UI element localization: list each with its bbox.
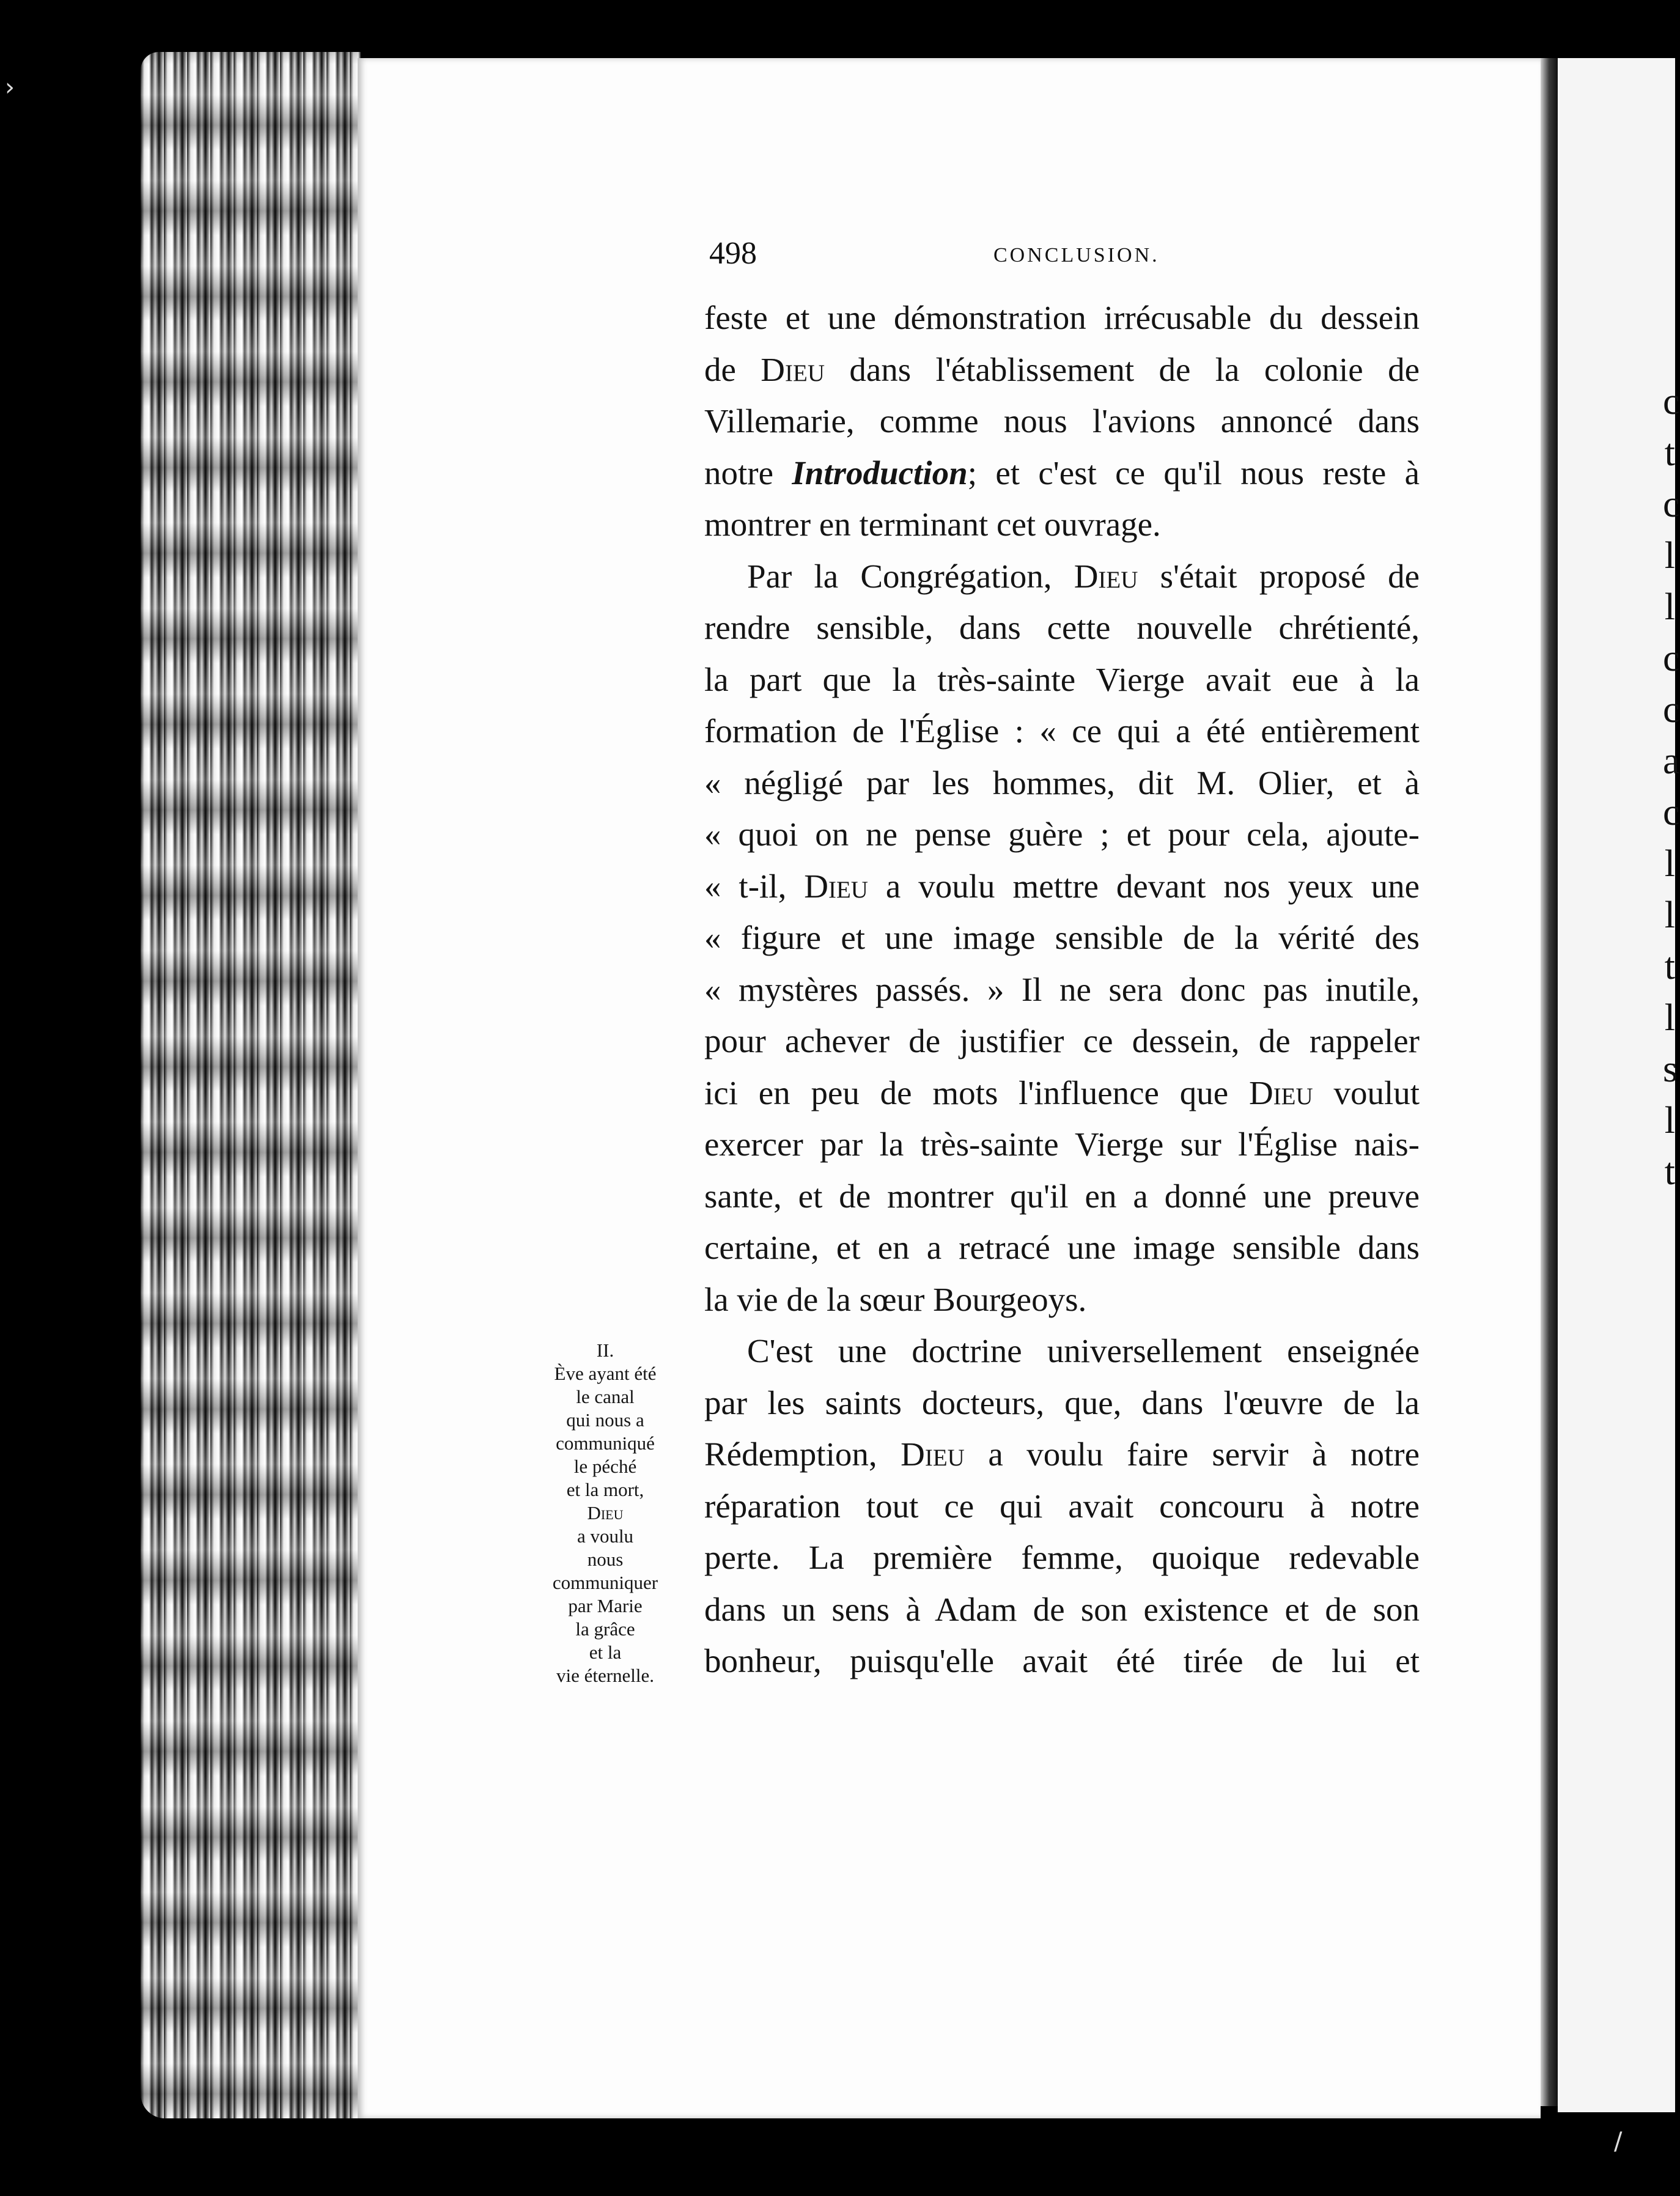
text-line: C'est une doctrine universellement enseignée [747,1332,1420,1369]
page-number: 498 [709,236,757,271]
text-line: « figure et une image sensible de la vérité des [704,919,1420,956]
margin-note-line: nous [587,1549,624,1570]
scan-speck: / [1614,2128,1623,2156]
margin-note-line: communiquer [552,1572,658,1593]
text-line: Par la Congrégation, Dieu s'était proposé de [747,557,1420,595]
text-line: feste et une démonstration irrécusable du dessein [704,299,1420,336]
text-line: ici en peu de mots l'influence que Dieu voulut [704,1074,1420,1111]
margin-note-line: le péché [573,1456,637,1477]
text-line: Rédemption, Dieu a voulu faire servir à notre [704,1435,1420,1473]
text-line: notre Introduction; et c'est ce qu'il nous reste à [704,454,1420,492]
page-header [709,235,1418,278]
margin-note-line: le canal [576,1386,635,1407]
margin-note-line: par Marie [568,1595,643,1616]
text-line: montrer en terminant cet ouvrage. [704,506,1161,543]
text-line: bonheur, puisqu'elle avait été tirée de lui et [704,1642,1420,1679]
book-gutter [1541,58,1558,2106]
facing-page [1558,58,1680,2112]
running-title: CONCLUSION. [993,244,1160,267]
body-text [704,292,1420,1687]
margin-note-line: II. [596,1339,614,1361]
book-page-edges [141,52,361,2118]
margin-note-line: Dieu a voulu [577,1502,634,1547]
margin-note-line: communiqué [556,1432,655,1454]
margin-note-line: la grâce [575,1618,635,1640]
text-line: réparation tout ce qui avait concouru à notre [704,1487,1420,1525]
text-line: sante, et de montrer qu'il en a donné une preuve [704,1177,1420,1215]
text-line: formation de l'Église : « ce qui a été entièrement [704,712,1420,750]
text-line: « t-il, Dieu a voulu mettre devant nos yeux une [704,867,1420,905]
text-line: dans un sens à Adam de son existence et de son [704,1590,1420,1628]
margin-note [523,1339,688,1687]
margin-note-line: et la [589,1641,622,1663]
text-line: Villemarie, comme nous l'avions annoncé dans [704,402,1420,440]
text-line: la vie de la sœur Bourgeoys. [704,1280,1087,1318]
text-line: perte. La première femme, quoique redevable [704,1539,1420,1576]
text-line: pour achever de justifier ce dessein, de rappeler [704,1022,1420,1059]
text-line: « quoi on ne pense guère ; et pour cela, ajoute- [704,816,1420,853]
text-line: rendre sensible, dans cette nouvelle chrétienté, [704,609,1420,646]
text-line: exercer par la très-sainte Vierge sur l'Église nais- [704,1126,1420,1163]
scan-speck: › [5,73,15,101]
margin-note-line: et la mort, [566,1479,644,1500]
margin-note-line: vie éternelle. [556,1665,655,1686]
text-line: « mystères passés. » Il ne sera donc pas inutile, [704,970,1420,1008]
text-line: certaine, et en a retracé une image sensible dans [704,1229,1420,1266]
text-line: par les saints docteurs, que, dans l'œuvre de la [704,1384,1420,1421]
text-line: la part que la très-sainte Vierge avait eue à la [704,660,1420,698]
text-line: de Dieu dans l'établissement de la colonie de [704,350,1420,388]
facing-page-text: c t c l l c c a c l l t l s l t [1663,381,1680,1193]
text-line: « négligé par les hommes, dit M. Olier, et à [704,764,1420,801]
margin-note-line: qui nous a [566,1409,644,1431]
margin-note-line: Ève ayant été [554,1363,657,1384]
